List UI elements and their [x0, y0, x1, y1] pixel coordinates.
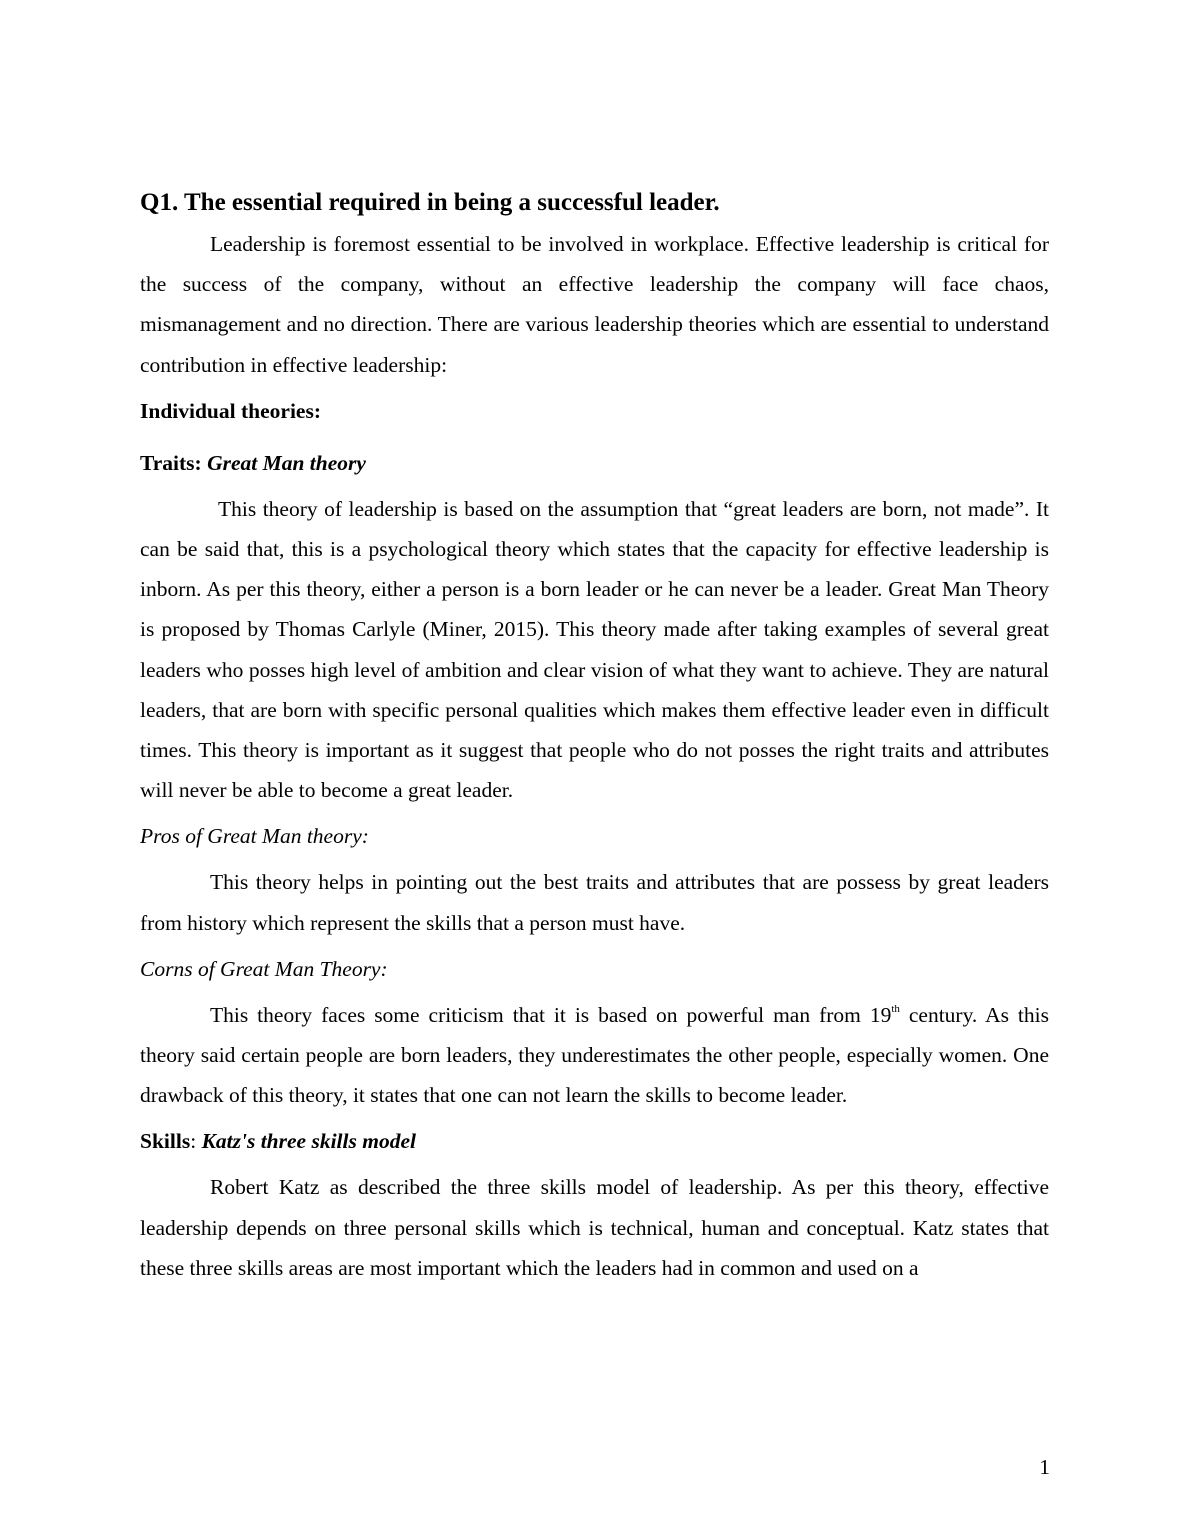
skills-separator: : [190, 1129, 197, 1154]
pros-paragraph: This theory helps in pointing out the best traits and attributes that are possess by great leaders from history which represent the skills that a person must have. [140, 870, 1049, 935]
document-body [140, 186, 1049, 1288]
skills-heading [140, 1127, 1049, 1155]
page-number: 1 [1039, 1455, 1050, 1479]
cons-paragraph [140, 995, 1049, 1116]
great-man-paragraph: This theory of leadership is based on the assumption that “great leaders are born, not made”. It can be said that, this is a psychological theory which states that the capacity for effective leadership is inborn. As per this theory, either a person is a born leader or he can never be a leader. Great Man Theory is proposed by Thomas Carlyle (Miner, 2015). This theory made after taking examples of several great leaders who posses high level of ambition and clear vision of what they want to achieve. They are natural leaders, that are born with specific personal qualities which makes them effective leader even in difficult times. This theory is important as it suggest that people who do not posses the right traits and attributes will never be able to become a great leader. [140, 496, 1049, 803]
katz-paragraph: Robert Katz as described the three skills model of leadership. As per this theory, effective leadership depends on three personal skills which is technical, human and conceptual. Katz states that these three skills areas are most important which the leaders had in common and used on a [140, 1175, 1049, 1280]
skills-label: Skills [140, 1129, 191, 1154]
great-man-theory-title: Great Man theory [207, 450, 366, 475]
ordinal-superscript: th [891, 1002, 900, 1015]
traits-heading [140, 449, 1049, 477]
page-title: Q1. The essential required in being a successful leader. [140, 189, 720, 216]
section-heading-individual-theories: Individual theories: [140, 398, 321, 423]
pros-heading: Pros of Great Man theory: [140, 824, 369, 849]
traits-label: Traits: [140, 450, 202, 475]
katz-model-title: Katz's three skills model [201, 1129, 416, 1154]
cons-paragraph-start: This theory faces some criticism that it is based on powerful man from 19 [210, 1002, 892, 1027]
cons-heading: Corns of Great Man Theory: [140, 956, 388, 981]
intro-paragraph: Leadership is foremost essential to be involved in workplace. Effective leadership is critical for the success of the company, without an effective leadership the company will face chaos, mismanagement and no direction. There are various leadership theories which are essential to understand contribution in effective leadership: [140, 232, 1049, 377]
cons-paragraph-end: century. As this theory said certain people are born leaders, they underestimates the other people, especially women. One drawback of this theory, it states that one can not learn the skills to become leader. [140, 1002, 1049, 1108]
